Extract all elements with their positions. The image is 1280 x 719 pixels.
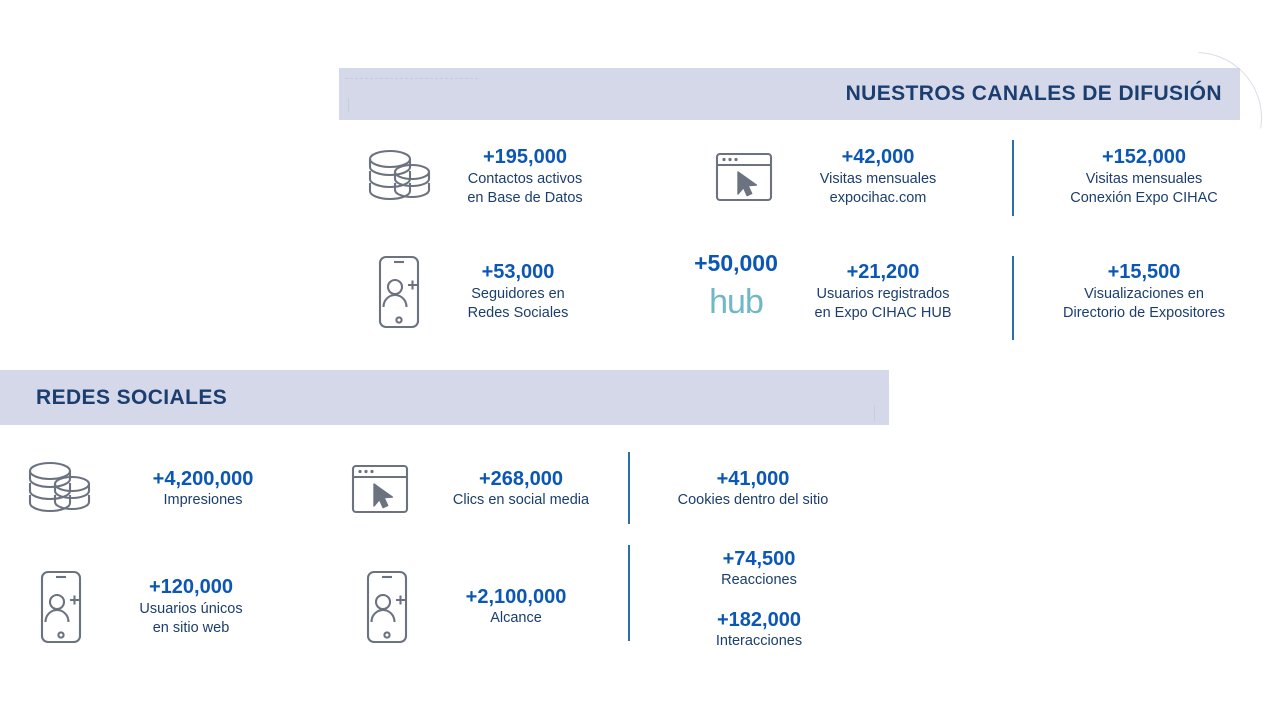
stat-label-line1: Seguidores en	[471, 285, 565, 302]
stat-label-line1: Impresiones	[163, 492, 243, 509]
stat-visitas-conexion	[1030, 140, 1258, 214]
stat-clics-social-media	[348, 455, 616, 523]
stat-label-line2: en Expo CIHAC HUB	[814, 304, 952, 321]
channels-section-title: NUESTROS CANALES DE DIFUSIÓN	[845, 82, 1222, 105]
stat-label-line2: Directorio de Expositores	[1063, 304, 1225, 321]
stat-label-line1: Cookies dentro del sitio	[677, 492, 829, 509]
stat-value: +152,000	[1102, 146, 1186, 169]
stat-label-line1: Visitas mensuales	[1085, 170, 1203, 187]
mobile-add-user-icon	[368, 253, 420, 331]
stat-reacciones	[656, 545, 862, 593]
stat-alcance	[356, 570, 616, 644]
vertical-separator	[1012, 256, 1014, 340]
stat-value: +50,000	[694, 250, 778, 276]
stat-value: +21,200	[846, 261, 920, 284]
channels-section-banner	[339, 68, 1240, 120]
stat-seguidores-redes	[368, 255, 602, 329]
stat-usuarios-registrados	[800, 255, 966, 329]
coins-stack-icon	[22, 458, 96, 520]
stat-usuarios-unicos	[30, 570, 302, 644]
stat-value: +268,000	[479, 467, 563, 490]
stat-impresiones	[22, 455, 302, 523]
stat-value: +2,100,000	[465, 585, 567, 608]
mobile-add-user-icon	[30, 568, 82, 646]
stat-label-line1: Alcance	[490, 610, 542, 627]
stat-visualizaciones-directorio	[1030, 255, 1258, 329]
hub-logo: hub	[709, 283, 763, 322]
stat-label-line1: Reacciones	[721, 572, 797, 589]
stat-hub-usuarios	[676, 250, 796, 334]
stat-label-line2: en sitio web	[152, 619, 230, 636]
stat-label-line1: Clics en social media	[452, 492, 590, 509]
browser-window-cursor-icon	[348, 460, 412, 518]
stat-contactos-activos	[362, 140, 602, 214]
stat-label-line1: Interacciones	[715, 633, 803, 650]
stat-label-line2: Redes Sociales	[467, 304, 569, 321]
coins-stack-icon	[362, 146, 436, 208]
stat-label-line1: Visualizaciones en	[1084, 285, 1204, 302]
stat-value: +41,000	[716, 467, 790, 490]
vertical-separator	[628, 452, 630, 524]
mobile-add-user-icon	[356, 568, 408, 646]
stat-interacciones	[656, 606, 862, 654]
vertical-separator	[1012, 140, 1014, 216]
stat-value: +15,500	[1107, 261, 1181, 284]
social-section-title: REDES SOCIALES	[36, 385, 228, 409]
stat-cookies-sitio	[645, 455, 861, 523]
stat-value: +195,000	[483, 146, 567, 169]
decorative-dashed-line	[345, 78, 478, 79]
social-section-banner	[0, 370, 889, 425]
vertical-separator	[628, 545, 630, 641]
stat-value: +120,000	[149, 576, 233, 599]
decorative-tick	[874, 405, 875, 421]
decorative-tick	[348, 98, 349, 112]
stat-label-line2: en Base de Datos	[467, 189, 583, 206]
stat-label-line1: Usuarios registrados	[816, 285, 950, 302]
stat-label-line2: expocihac.com	[829, 189, 927, 206]
stat-value: +182,000	[717, 608, 801, 631]
stat-value: +42,000	[841, 146, 915, 169]
stat-value: +53,000	[481, 261, 555, 284]
stat-value: +74,500	[722, 547, 796, 570]
stat-label-line1: Usuarios únicos	[139, 600, 243, 617]
stat-label-line2: Conexión Expo CIHAC	[1070, 189, 1218, 206]
stat-visitas-expocihac	[712, 140, 972, 214]
browser-window-cursor-icon	[712, 148, 776, 206]
stat-value: +4,200,000	[152, 467, 254, 490]
stat-label-line1: Visitas mensuales	[819, 170, 937, 187]
stat-label-line1: Contactos activos	[467, 170, 583, 187]
